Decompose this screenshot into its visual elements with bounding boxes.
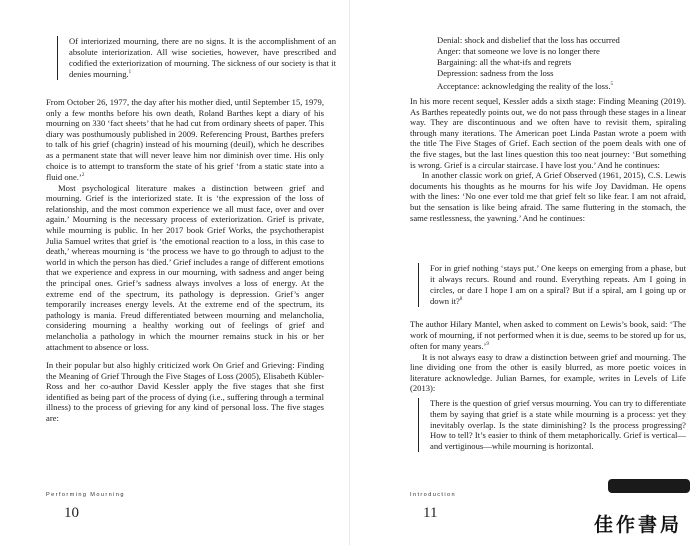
block-quote-barnes — [418, 398, 686, 452]
paragraph: From October 26, 1977, the day after his mother died, until September 15, 1979, only a few months before his own death, Roland Barthes kept a diary of his mourning on 330 ‘fact sheets’ that he had cut from ordinary sheets of paper. This diary was posthumously published in 2009. Referencing Proust, Barthes prefers to talk of his grief (chagrin) instead of his mourning (deuil), which he describes as a permanent state that will never leave him nor diminish over time. His only choice is to attempt to transform the state of his grief ‘from a static state into a fluid one.’$^2$ — [46, 97, 324, 183]
right-body-text-upper — [410, 96, 686, 223]
stage-item: Bargaining: all the what-ifs and regrets — [437, 57, 572, 67]
paragraph: In another classic work on grief, A Grief Observed (1961, 2015), C.S. Lewis documents his thoughts as he mourns for his wife Joy Davidman. He opens with the lines: ‘No one ever told me that grief felt so like fear. I am not afraid, but the sensation is like being afraid. The same fluttering in the stomach, the same restlessness, the yawning.’ And he continues: — [410, 170, 686, 223]
paragraph: It is not always easy to draw a distinction between grief and mourning. The line dividing one from the other is easily blurred, as more poetic voices in literature acknowledge. Julian Barnes, for example, writes in Levels of Life (2013): — [410, 351, 686, 394]
footnote-ref: 2 — [81, 173, 85, 179]
right-page — [350, 0, 700, 545]
store-watermark: 佳作書局 — [594, 514, 683, 536]
right-body-text-lower — [410, 319, 686, 394]
footnote-ref: 8 — [459, 297, 463, 303]
page-number: 11 — [423, 505, 438, 521]
paragraph: In their popular but also highly criticized work On Grief and Grieving: Finding the Meaning of Grief Through the Five Stages of Loss (2005), Elisabeth Kübler-Ross and her co-author David Kessler apply the five stages that she first identified as being part of the process of dying (i.e., suffering through a terminal illness) to the process of grieving for any kind of personal loss. The five stages are: — [46, 360, 324, 424]
quote-text: Of interiorized mourning, there are no signs. It is the accomplishment of an absolute interiorization. All wise societies, however, have prescribed and codified the exteriorization of mourning. The sickness of our society is that it denies mourning. — [69, 36, 336, 80]
stage-item: Depression: sadness from the loss — [437, 68, 554, 78]
paragraph: In his more recent sequel, Kessler adds a sixth stage: Finding Meaning (2019). As Barthes repeatedly points out, we do not pass through these stages in a linear way. They are discontinuous and we often have to revisit them, spiraling through many iterations. The American poet Linda Pastan wrote a poem with the title The Five Stages of Grief. Each section of the poem deals with one of the five stages, but the last lines question this too neat journey: ‘But something is wrong. Grief is a circular staircase. I have lost you.’ And he continues: — [410, 96, 686, 170]
page-number: 10 — [64, 505, 79, 521]
running-head: Performing Mourning — [46, 492, 125, 498]
stage-item: Acceptance: acknowledging the reality of the loss.$^5$ — [437, 80, 613, 91]
quote-text: For in grief nothing ‘stays put.’ One keeps on emerging from a phase, but it always recurs. Round and round. Everything repeats. Am I going in circles, or dare I hope I am on a spiral? But if a spiral, am I going up or down it? — [430, 263, 686, 307]
stage-item: Anger: that someone we love is no longer there — [437, 46, 600, 56]
quote-text: There is the question of grief versus mourning. You can try to differentiate them by saying that grief is a state while mourning is a process: yet they inevitably overlap. Is the state diminishing? Is the process progressing? How to tell? It’s easier to think of them metaphorically. Grief is vertical—and vertiginous—while mourning is horizontal. — [430, 398, 686, 452]
five-stages-list — [437, 35, 687, 92]
running-head: Introduction — [410, 492, 457, 498]
block-quote-lewis — [418, 263, 686, 307]
footnote-ref: 1 — [128, 70, 132, 76]
left-body-text — [46, 97, 324, 424]
paragraph: The author Hilary Mantel, when asked to comment on Lewis’s book, said: ‘The work of mourning, if not performed when it is due, seems to be stored up for us, often for many years.’$^9$ — [410, 319, 686, 352]
footnote-ref: 9 — [486, 342, 489, 348]
stage-item: Denial: shock and disbelief that the loss has occurred — [437, 35, 620, 45]
paragraph: Most psychological literature makes a distinction between grief and mourning. Grief is the interiorized state. It is ‘the expression of the loss of relationship, and the most common experience we all must face, over and over again.’ Mourning is the necessary process of exteriorization. Grief is private, while mourning is public. In her 2017 book Grief Works, the psychotherapist Julia Samuel writes that grief is ‘the emotional reaction to a loss, in this case to death,’ whereas mourning is ‘the process we have to go through to adjust to the world in which the person has died.’ Grief includes a range of different emotions that we experience and express in our mourning, with sadness and anger being the principal ones. Grief’s sadness always involves a loss of energy. At the extreme end of the spectrum, its pathology is depression. Grief’s anger temporarily increases energy levels. At the extreme end of the spectrum, its pathology is mania. Freud differentiated between mourning and melancholia, considering mourning a healthy working out of feelings of grief and melancholia a pathology in which the mourner remains stuck in his or her attachment to absence or loss. — [46, 182, 324, 352]
footnote-ref: 5 — [610, 82, 613, 87]
block-quote-barthes — [57, 36, 336, 80]
redaction-bar — [608, 479, 690, 493]
